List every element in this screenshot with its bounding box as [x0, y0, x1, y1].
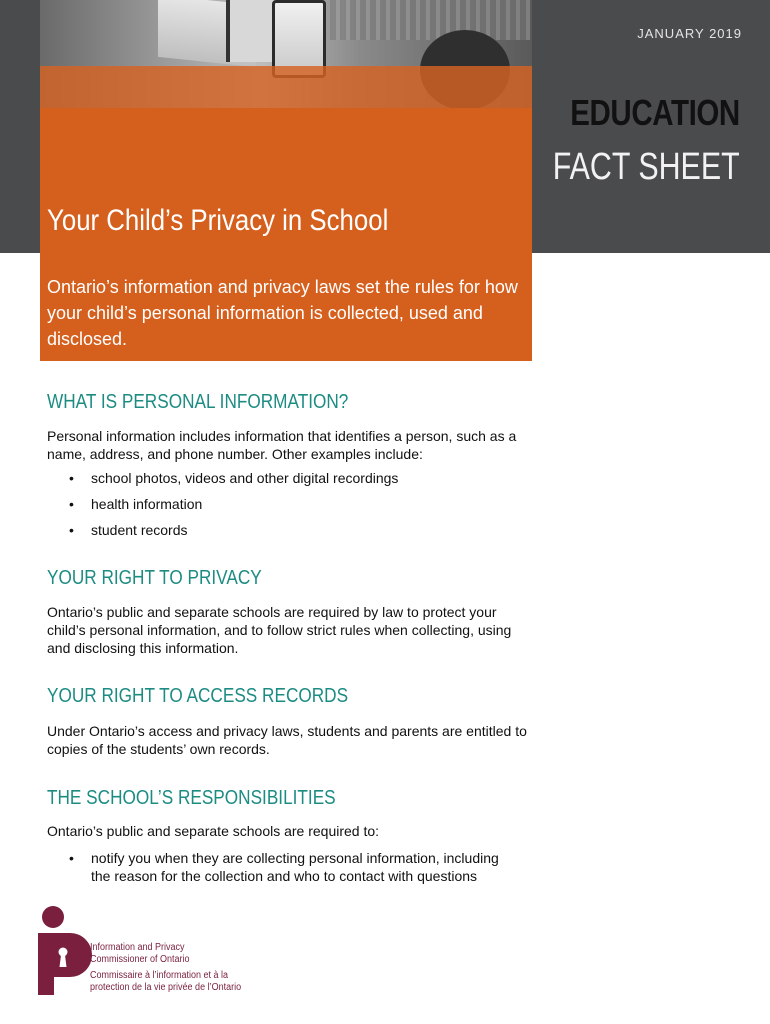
- right-to-privacy-text: Ontario’s public and separate schools are required by law to protect your child’s personal information, and to follow strict rules when collecting, using and disclosing this information.: [47, 604, 512, 656]
- ipc-logo-icon: [36, 905, 96, 997]
- education-label: EDUCATION: [570, 92, 740, 133]
- list-item: • school photos, videos and other digital recordings: [47, 469, 521, 487]
- photo-tint: [40, 66, 532, 108]
- heading-school-responsibilities: THE SCHOOL’S RESPONSIBILITIES: [47, 787, 336, 809]
- school-responsibilities-list: [47, 849, 521, 893]
- school-responsibilities-text: Ontario’s public and separate schools are required to:: [47, 823, 380, 839]
- page-title: Your Child’s Privacy in School: [47, 204, 389, 237]
- logo-english-line: Information and Privacy: [90, 942, 185, 953]
- heading-personal-information: WHAT IS PERSONAL INFORMATION?: [47, 391, 349, 413]
- photo-shelf: [330, 0, 530, 40]
- list-item: • student records: [47, 521, 521, 539]
- publication-date: JANUARY 2019: [637, 26, 742, 41]
- fact-sheet-label: FACT SHEET: [553, 146, 740, 188]
- header-photo: [40, 0, 532, 108]
- right-to-access-text: Under Ontario’s access and privacy laws, students and parents are entitled to copies of the students’ own records.: [47, 723, 527, 757]
- list-item: • health information: [47, 495, 521, 513]
- heading-right-to-privacy: YOUR RIGHT TO PRIVACY: [47, 567, 262, 589]
- logo-english-line: Commissioner of Ontario: [90, 954, 190, 965]
- personal-information-list: [47, 469, 521, 547]
- title-panel: [40, 108, 532, 361]
- intro-text: Ontario’s information and privacy laws set the rules for how your child’s personal information is collected, used and disclosed.: [47, 277, 518, 349]
- heading-right-to-access: YOUR RIGHT TO ACCESS RECORDS: [47, 685, 349, 707]
- logo-french-line: protection de la vie privée de l’Ontario: [90, 982, 242, 993]
- personal-information-text: Personal information includes information that identifies a person, such as a name, address, and phone number. Other examples include:: [47, 428, 517, 462]
- ipc-logo-text: [90, 942, 241, 994]
- logo-french-line: Commissaire à l’information et à la: [90, 970, 229, 981]
- list-item: • notify you when they are collecting personal information, including the reason for the collection and who to contact with questions: [47, 849, 521, 885]
